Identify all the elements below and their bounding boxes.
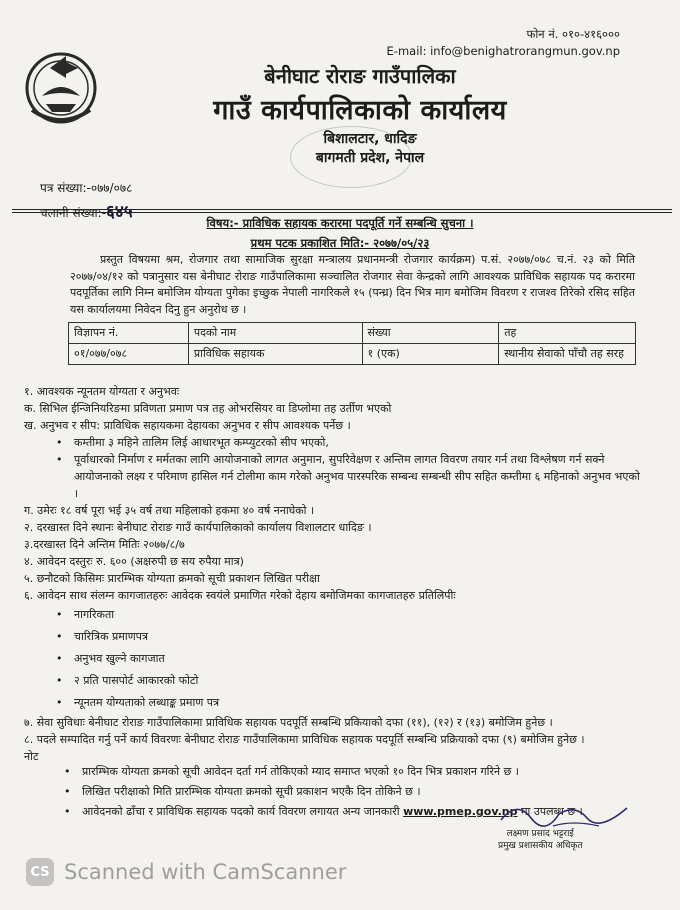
notice-body: [24, 383, 644, 765]
chalani-label: चलानी संख्या:-: [40, 206, 107, 220]
section-qualification-education: क. सिभिल ईन्जिनियरिङमा प्रविणता प्रमाण पत्र तह ओभरसियर वा डिप्लोमा तह उर्तीण भएको: [24, 402, 392, 415]
list-item: • २ प्रति पासपोर्ट आकारको फोटो: [50, 670, 644, 692]
section-documents: ६. आवेदन साथ संलग्न कागजातहरुः आवेदक स्वयंले प्रमाणित गरेको देहाय बमोजिमका कागजातहरु प्रतिलिपीः: [24, 589, 456, 602]
section-qualification-experience: ख. अनुभव र सीप: प्राविधिक सहायकमा देहायका अनुभव र सीप आवश्यक पर्नेछ ।: [24, 419, 351, 432]
office-location: [0, 130, 680, 168]
advert-number-cell: ०१/०७७/०७८: [69, 344, 189, 365]
level-cell: स्थानीय सेवाको पाँचौ तह सरह: [499, 344, 636, 365]
section-age: ग. उमेरः १८ वर्ष पूरा भई ३५ वर्ष तथा महिलाको हकमा ४० वर्ष ननाघेको ।: [24, 504, 315, 517]
list-item: • चारित्रिक प्रमाणपत्र: [50, 626, 644, 648]
publish-date: प्रथम पटक प्रकाशित मिति:- २०७७/०५/२३: [250, 236, 430, 250]
list-item: • लिखित परीक्षाको मिति प्रारम्भिक योग्यता क्रमको सूची प्रकाशन भएकै दिन तोकिने छ ।: [58, 782, 638, 802]
section-deadline: ३.दरखास्त दिने अन्तिम मितिः २०७७/८/७: [24, 538, 185, 551]
signature-block: [498, 828, 583, 852]
column-header: विज्ञापन नं.: [69, 323, 189, 344]
list-item: • नागरिकता: [50, 604, 644, 626]
list-item: • न्यूनतम योग्यताको लब्धाङ्क प्रमाण पत्र: [50, 692, 644, 714]
org-name: बेनीघाट रोराङ गाउँपालिका: [264, 64, 456, 88]
vacancy-table: [68, 322, 636, 365]
list-item: • प्रारम्भिक योग्यता क्रमको सूची आवेदन दर्ता गर्न तोकिएको म्याद समाप्त भएको १० दिन भित्र प्रकाशन गरिने छ ।: [58, 762, 638, 782]
section-duties: ८. पदले सम्पादित गर्नु पर्ने कार्य विवरणः बेनीघाट रोराङ गाउँपालिकामा प्राविधिक सहायक पदपूर्ति सम्बन्धि प्रक्रियाको दफा (९) बमोजिम हुनेछ ।: [24, 733, 585, 746]
intro-paragraph: प्रस्तुत विषयमा श्रम, रोजगार तथा सामाजिक सुरक्षा मन्त्रालय प्रधानमन्त्री रोजगार कार्यक्रम) प.सं. २०७७/०७८ च.नं. २३ को मिति २०७७/०४/१२ को पत्रानुसार यस बेनीघाट रोराङ गाउँपालिकामा सञ्चालित रोजगार सेवा केन्द्रको लागि आवश्यक प्राविधिक सहायक पद करारमा पदपूर्तिका लागि निम्न बमोजिम योग्यता पुगेका इच्छुक नेपाली नागरिकले १५ (पन्ध्र) दिन भित्र माग बमोजिम विवरण र राजश्व तिरेको रसिद सहित यस कार्यालयमा निवेदन दिनु हुन अनुरोध छ ।: [70, 253, 635, 316]
chalani-value: ६४५: [106, 202, 133, 222]
pmep-link[interactable]: www.pmep.gov.np: [403, 805, 518, 818]
contact-block: [387, 26, 620, 60]
patra-sankhya: [40, 176, 133, 200]
patra-value: ०७७/०७८: [90, 181, 133, 195]
camscanner-text: Scanned with CamScanner: [64, 860, 347, 884]
divider: [12, 212, 672, 213]
notice-subject: विषय:- प्राविधिक सहायक करारमा पदपूर्ति गर्ने सम्बन्धि सुचना ।: [206, 216, 474, 230]
signatory-title: प्रमुख प्रशासकीय अधिकृत: [498, 841, 583, 851]
section-selection: ५. छनौटको किसिमः प्रारम्भिक योग्यता क्रमको सूची प्रकाशन लिखित परीक्षा: [24, 572, 320, 585]
section-benefits: ७. सेवा सुविधाः बेनीघाट रोराङ गाउँपालिकामा प्राविधिक सहायक पदपूर्ति सम्बन्धि प्रकियाको दफा (११), (१२) र (१३) बमोजिम हुनेछ ।: [24, 716, 553, 729]
divider: [12, 209, 672, 210]
office-name: गाउँ कार्यपालिकाको कार्यालय: [213, 95, 507, 126]
camscanner-logo-icon: CS: [26, 858, 54, 886]
signatory-name: लक्ष्मण प्रसाद भट्टराई: [506, 829, 574, 839]
section-qualification: १. आवश्यक न्यूनतम योग्यता र अनुभवः: [24, 385, 180, 398]
patra-label: पत्र संख्या:-: [40, 181, 91, 195]
documents-list: [24, 604, 644, 714]
camscanner-watermark: [26, 858, 346, 886]
location-line-2: बागमती प्रदेश, नेपाल: [315, 150, 425, 166]
list-item: • कम्तीमा ३ महिने तालिम लिई आधारभूत कम्प्युटरको सीप भएको,: [50, 434, 644, 451]
count-cell: १ (एक): [362, 344, 499, 365]
column-header: संख्या: [362, 323, 499, 344]
table-header-row: [69, 323, 636, 344]
post-name-cell: प्राविधिक सहायक: [188, 344, 362, 365]
experience-list: [24, 434, 644, 502]
list-item: • पूर्वाधारको निर्माण र मर्मतका लागि आयोजनाको लागत अनुमान, सुपरिवेक्षण र अन्तिम लागत विवरण तयार गर्न तथा विश्लेषण गर्न सक्ने आयोजनाको लक्ष्य र परिमाण हासिल गर्न टोलीमा काम गरेको अनुभव पारस्परिक सम्बन्ध सम्बन्धी सीप सहित कम्तीमा ६ महिनाको अनुभव भएको ।: [50, 451, 644, 502]
table-row: [69, 344, 636, 365]
section-place: २. दरखास्त दिने स्थानः बेनीघाट रोराङ गाउँ कार्यपालिकाको कार्यालय विशालटार धादिङ ।: [24, 521, 372, 534]
phone-number: फोन नं. ०१०-४१६०००: [526, 27, 620, 41]
note-text: मा उपलब्ध छ ।: [520, 805, 583, 818]
location-line-1: बिशालटार, धादिङ: [323, 131, 417, 147]
email-address: E-mail: info@benighatrorangmun.gov.np: [386, 44, 620, 58]
notes-label: नोट: [24, 750, 39, 763]
column-header: तह: [499, 323, 636, 344]
section-fee: ४. आवेदन दस्तुरः रु. ६०० (अक्षरुपी छ सय रुपैया मात्र): [24, 555, 244, 568]
note-text: आवेदनको ढाँचा र प्राविधिक सहायक पदको कार्य विवरण लगायत अन्य जानकारी: [82, 805, 400, 818]
column-header: पदको नाम: [188, 323, 362, 344]
list-item: • अनुभव खुल्ने कागजात: [50, 648, 644, 670]
